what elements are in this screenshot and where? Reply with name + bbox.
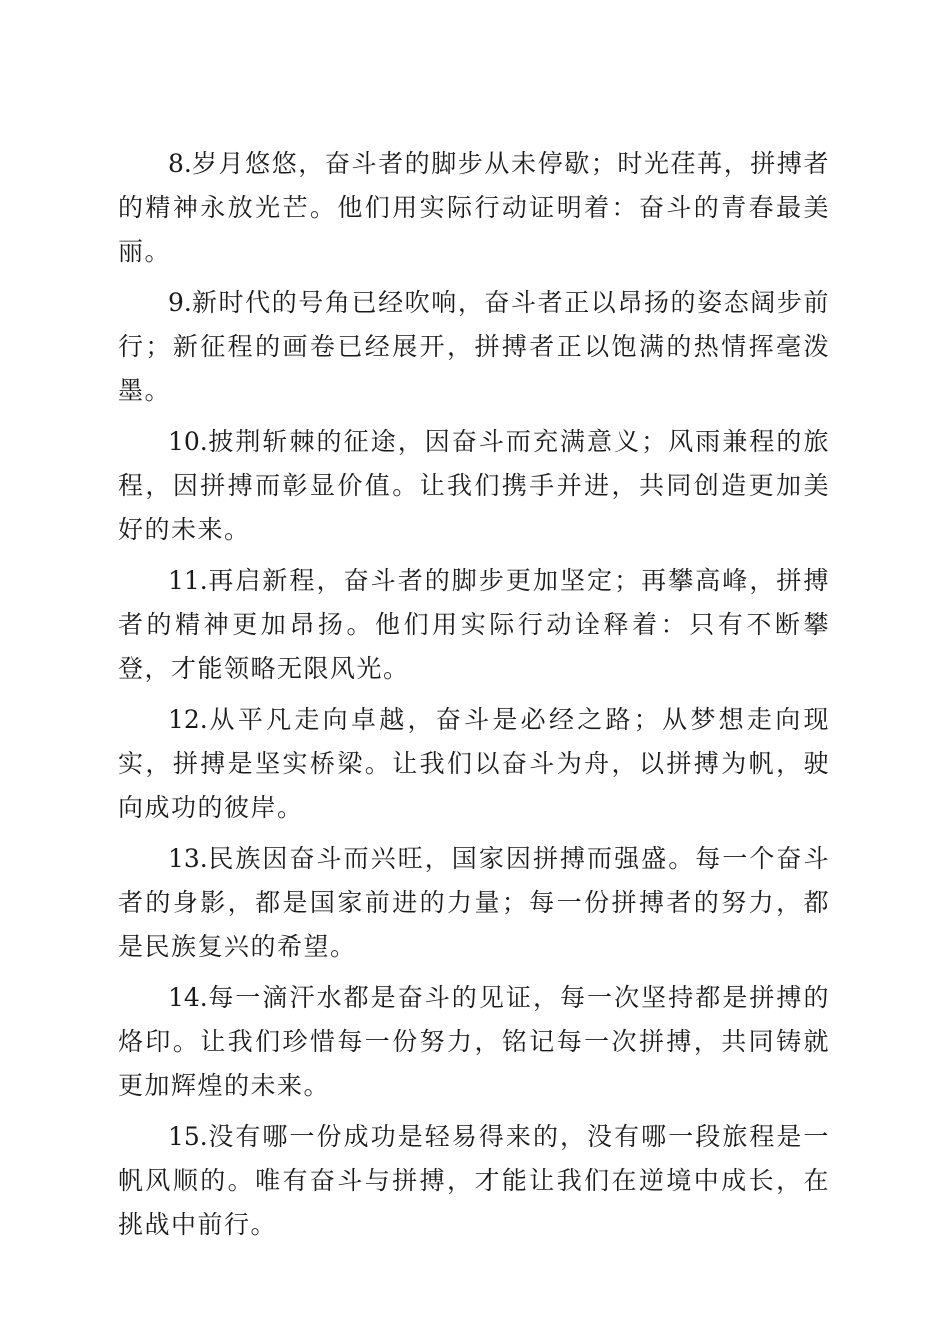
paragraph-11 — [118, 559, 830, 691]
paragraph-15 — [118, 1115, 830, 1247]
paragraph-number: 14. — [168, 983, 208, 1012]
paragraph-12 — [118, 698, 830, 830]
paragraph-number: 8. — [168, 149, 192, 178]
paragraph-10 — [118, 420, 830, 552]
paragraph-number: 13. — [168, 844, 208, 873]
paragraph-9 — [118, 281, 830, 413]
paragraph-text: 没有哪一份成功是轻易得来的，没有哪一段旅程是一帆风顺的。唯有奋斗与拼搏，才能让我们在逆境中成长，在挑战中前行。 — [118, 1122, 830, 1239]
paragraph-text: 岁月悠悠，奋斗者的脚步从未停歇；时光荏苒，拼搏者的精神永放光芒。他们用实际行动证明着：奋斗的青春最美丽。 — [118, 149, 830, 266]
document-body — [118, 142, 830, 1254]
paragraph-text: 新时代的号角已经吹响，奋斗者正以昂扬的姿态阔步前行；新征程的画卷已经展开，拼搏者正以饱满的热情挥毫泼墨。 — [118, 288, 830, 405]
paragraph-number: 9. — [168, 288, 192, 317]
paragraph-13 — [118, 837, 830, 969]
paragraph-text: 披荆斩棘的征途，因奋斗而充满意义；风雨兼程的旅程，因拼搏而彰显价值。让我们携手并进，共同创造更加美好的未来。 — [118, 427, 830, 544]
paragraph-text: 再启新程，奋斗者的脚步更加坚定；再攀高峰，拼搏者的精神更加昂扬。他们用实际行动诠释着：只有不断攀登，才能领略无限风光。 — [118, 566, 830, 683]
paragraph-8 — [118, 142, 830, 274]
paragraph-number: 11. — [168, 566, 208, 595]
paragraph-text: 每一滴汗水都是奋斗的见证，每一次坚持都是拼搏的烙印。让我们珍惜每一份努力，铭记每一次拼搏，共同铸就更加辉煌的未来。 — [118, 983, 830, 1100]
paragraph-number: 12. — [168, 705, 208, 734]
paragraph-14 — [118, 976, 830, 1108]
paragraph-text: 从平凡走向卓越，奋斗是必经之路；从梦想走向现实，拼搏是坚实桥梁。让我们以奋斗为舟，以拼搏为帆，驶向成功的彼岸。 — [118, 705, 830, 822]
paragraph-number: 15. — [168, 1122, 208, 1151]
paragraph-text: 民族因奋斗而兴旺，国家因拼搏而强盛。每一个奋斗者的身影，都是国家前进的力量；每一份拼搏者的努力，都是民族复兴的希望。 — [118, 844, 830, 961]
paragraph-number: 10. — [168, 427, 208, 456]
